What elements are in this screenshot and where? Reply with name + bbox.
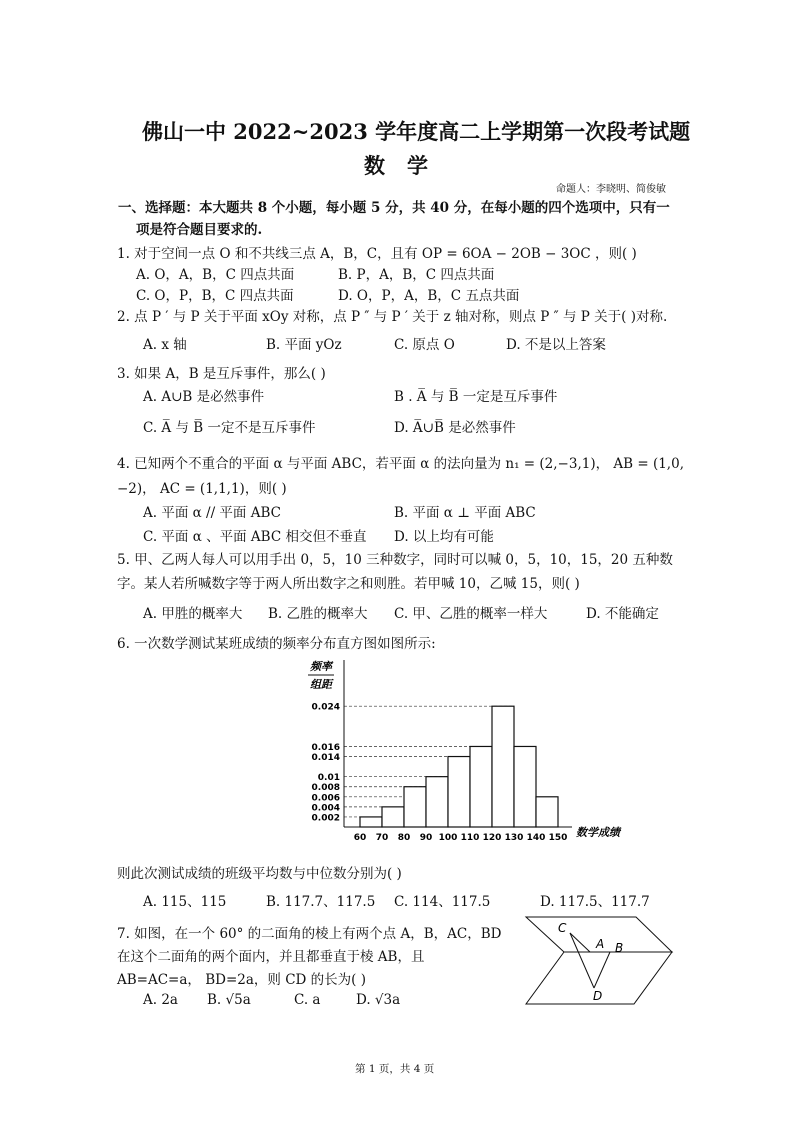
q2-option-c: C. 原点 O	[394, 337, 455, 353]
q6-option-c: C. 114、117.5	[394, 894, 491, 910]
point-label-a: A	[596, 937, 605, 951]
histogram-bar-80	[404, 787, 426, 827]
q3-option-a: A. A∪B 是必然事件	[143, 389, 265, 405]
q6-option-b: B. 117.7、117.5	[266, 894, 376, 910]
y-tick-label-0: 0.002	[311, 813, 340, 824]
q7-line1: 7. 如图，在一个 60° 的二面角的棱上有两个点 A，B，AC，BD	[117, 926, 502, 942]
y-tick-label-4: 0.01	[317, 773, 340, 784]
y-tick-label-3: 0.008	[311, 783, 340, 794]
q7-option-d: D. √3a	[356, 992, 401, 1008]
y-tick-label-2: 0.006	[311, 793, 340, 804]
frequency-histogram	[296, 654, 636, 854]
x-tick-label-140: 140	[526, 833, 546, 843]
y-axis-label-bottom: 组距	[310, 678, 332, 691]
section-heading-line2: 项是符合题目要求的.	[136, 222, 263, 238]
histogram-bar-90	[426, 777, 448, 827]
x-tick-label-110: 110	[460, 833, 480, 843]
point-label-c: C	[558, 921, 567, 935]
q5-option-d: D. 不能确定	[586, 606, 659, 622]
segment-bd	[594, 952, 610, 988]
q1-option-c: C. O，P，B，C 四点共面	[136, 288, 294, 304]
q3-option-c: C. A̅ 与 B̅ 一定不是互斥事件	[143, 420, 316, 436]
q7-option-c: C. a	[294, 992, 321, 1008]
q5-line2: 字。某人若所喊数字等于两人所出数字之和则胜。若甲喊 10，乙喊 15，则( )	[117, 576, 580, 592]
q4-option-d: D. 以上均有可能	[394, 529, 494, 545]
dihedral-angle-figure	[522, 912, 678, 1008]
point-label-b: B	[615, 941, 624, 955]
q5-line1: 5. 甲、乙两人每人可以用手出 0，5，10 三种数字，同时可以喊 0，5，10，15，20 五种数	[117, 552, 673, 568]
y-tick-label-6: 0.016	[311, 742, 340, 753]
x-tick-label-120: 120	[482, 833, 502, 843]
q2-stem: 2. 点 P ′ 与 P 关于平面 xOy 对称，点 P ″ 与 P ′ 关于 z 轴对称，则点 P ″ 与 P 关于( )对称.	[117, 309, 668, 325]
q4-option-b: B. 平面 α ⊥ 平面 ABC	[394, 505, 536, 521]
x-tick-label-70: 70	[375, 833, 389, 843]
histogram-bar-140	[536, 797, 558, 827]
q3-option-d: D. A̅∪B̅ 是必然事件	[394, 420, 516, 436]
segment-ca	[570, 933, 590, 952]
authors: 命题人：李晓明、简俊敏	[556, 184, 666, 195]
q2-option-d: D. 不是以上答案	[506, 337, 606, 353]
x-tick-label-80: 80	[397, 833, 411, 843]
q1-stem: 1. 对于空间一点 O 和不共线三点 A，B，C，且有 OP = 6OA − 2OB − 3OC ，则( )	[117, 246, 637, 262]
q5-option-b: B. 乙胜的概率大	[268, 606, 368, 622]
y-tick-label-5: 0.014	[311, 753, 340, 764]
x-axis-label: 数学成绩	[576, 826, 620, 839]
section-heading-line1: 一、选择题：本大题共 8 个小题，每小题 5 分，共 40 分，在每小题的四个选项中，只有一	[118, 200, 670, 216]
x-tick-label-90: 90	[419, 833, 433, 843]
q7-line2: 在这个二面角的两个面内，并且都垂直于棱 AB，且	[117, 949, 425, 965]
point-label-d: D	[593, 989, 603, 1003]
q6-option-d: D. 117.5、117.7	[540, 894, 650, 910]
q5-option-a: A. 甲胜的概率大	[143, 606, 243, 622]
q1-option-d: D. O，P，A，B，C 五点共面	[338, 288, 520, 304]
y-tick-label-7: 0.024	[311, 702, 340, 713]
q3-option-b: B . A̅ 与 B̅ 一定是互斥事件	[394, 389, 558, 405]
q4-line1: 4. 已知两个不重合的平面 α 与平面 ABC，若平面 α 的法向量为 n₁ = (2,−3,1)， AB = (1,0,	[117, 456, 684, 472]
histogram-bar-120	[492, 706, 514, 827]
q1-option-b: B. P，A，B，C 四点共面	[338, 267, 495, 283]
segment-cd	[570, 933, 594, 988]
q3-stem: 3. 如果 A，B 是互斥事件，那么( )	[117, 366, 326, 382]
q4-line2: −2)， AC = (1,1,1)，则( )	[117, 481, 287, 497]
histogram-bar-60	[360, 817, 382, 827]
q6-option-a: A. 115、115	[143, 894, 227, 910]
q5-option-c: C. 甲、乙胜的概率一样大	[394, 606, 548, 622]
y-tick-label-1: 0.004	[311, 803, 340, 814]
subject-title: 数学	[364, 153, 450, 178]
q6-stem: 6. 一次数学测试某班成绩的频率分布直方图如图所示:	[117, 636, 436, 652]
q7-option-b: B. √5a	[207, 992, 251, 1008]
x-tick-label-130: 130	[504, 833, 524, 843]
q4-option-a: A. 平面 α // 平面 ABC	[143, 505, 281, 521]
histogram-bar-100	[448, 757, 470, 827]
q1-option-a: A. O，A，B，C 四点共面	[136, 267, 295, 283]
q2-option-b: B. 平面 yOz	[266, 337, 342, 353]
x-tick-label-100: 100	[438, 833, 458, 843]
y-axis-label-top: 频率	[310, 660, 332, 673]
histogram-bar-130	[514, 746, 536, 827]
page-title: 佛山一中 2022~2023 学年度高二上学期第一次段考试题	[142, 119, 691, 144]
q7-option-a: A. 2a	[143, 992, 178, 1008]
x-tick-label-150: 150	[548, 833, 568, 843]
histogram-bar-110	[470, 746, 492, 827]
x-tick-label-60: 60	[353, 833, 367, 843]
q7-line3: AB=AC=a， BD=2a，则 CD 的长为( )	[117, 972, 366, 988]
page-footer: 第 1 页，共 4 页	[355, 1063, 435, 1075]
q2-option-a: A. x 轴	[143, 337, 187, 353]
histogram-bar-70	[382, 807, 404, 827]
q4-option-c: C. 平面 α 、平面 ABC 相交但不垂直	[143, 529, 367, 545]
q6-followup: 则此次测试成绩的班级平均数与中位数分别为( )	[117, 866, 402, 882]
